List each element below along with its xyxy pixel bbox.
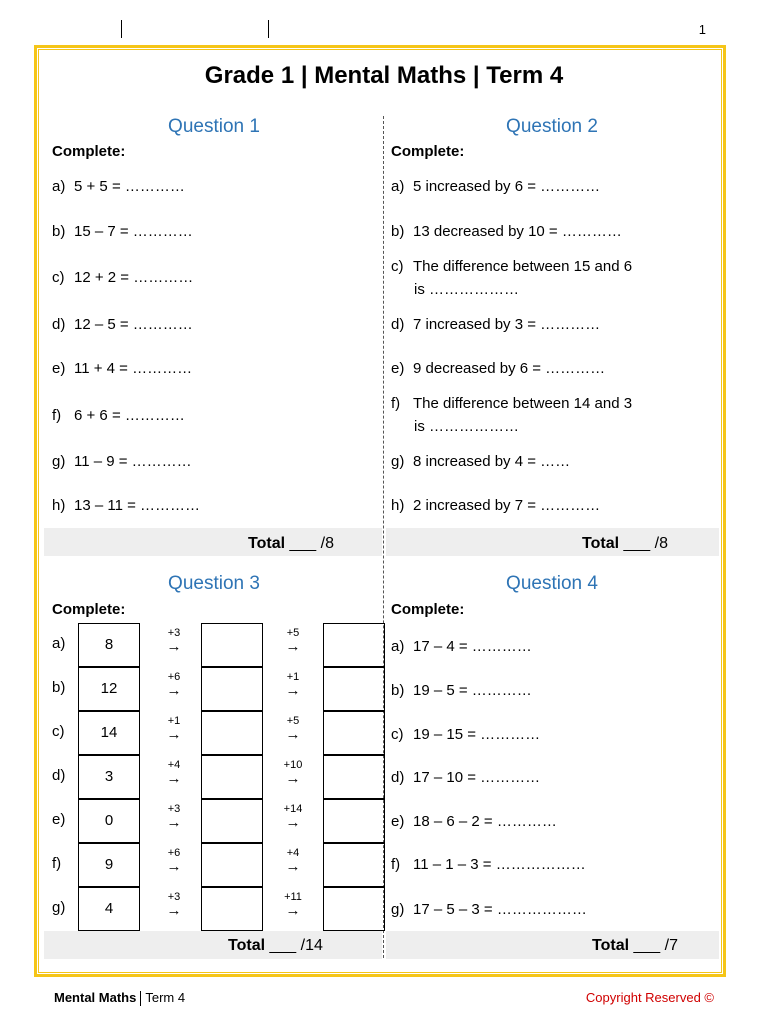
list-item <box>52 450 192 473</box>
answer-box-1[interactable] <box>201 623 263 667</box>
item-label: b) <box>52 223 66 240</box>
chain-row <box>44 623 384 667</box>
item-text: 15 – 7 = ………… <box>74 223 193 240</box>
item-label: e) <box>391 360 405 377</box>
answer-box-2[interactable] <box>323 667 385 711</box>
total-label: Total <box>592 937 630 954</box>
question-1-total <box>248 535 334 553</box>
operation-1 <box>159 671 189 699</box>
worksheet-title: Grade 1 | Mental Maths | Term 4 <box>204 62 564 89</box>
answer-box-1[interactable] <box>201 799 263 843</box>
item-text: 6 + 6 = ………… <box>74 407 185 424</box>
question-4-heading: Question 4 <box>506 573 598 594</box>
item-label: f) <box>391 395 401 412</box>
list-item <box>52 175 185 198</box>
list-item <box>52 313 193 336</box>
list-item <box>391 313 600 336</box>
chain-row <box>44 843 384 887</box>
item-label: b) <box>391 223 405 240</box>
item-text: 19 – 15 = ………… <box>413 726 541 743</box>
item-text: 17 – 10 = ………… <box>413 769 541 786</box>
answer-box-2[interactable] <box>323 755 385 799</box>
question-3-total-bar <box>44 931 382 959</box>
operation-1 <box>159 627 189 655</box>
header-separator-2 <box>268 20 269 38</box>
total-blank: ___ <box>633 937 661 954</box>
total-blank: ___ <box>623 535 651 552</box>
arrow-right-icon: → <box>166 638 182 655</box>
item-label: f) <box>52 407 62 424</box>
list-item <box>52 220 193 243</box>
question-2-total-bar <box>386 528 719 556</box>
operation-2-value: +1 <box>286 671 300 683</box>
operation-1 <box>159 715 189 743</box>
start-number-box: 14 <box>78 711 140 755</box>
answer-box-2[interactable] <box>323 799 385 843</box>
operation-2 <box>278 671 308 699</box>
item-text: 5 + 5 = ………… <box>74 178 185 195</box>
total-blank: ___ <box>289 535 317 552</box>
item-text: 11 – 9 = ………… <box>74 453 192 470</box>
chain-label: c) <box>52 723 65 740</box>
item-text: 8 increased by 4 = …… <box>413 453 571 470</box>
list-item <box>391 175 600 198</box>
item-label: f) <box>391 856 401 873</box>
chain-label: d) <box>52 767 66 784</box>
total-label: Total <box>228 937 266 954</box>
question-1-instruction: Complete: <box>52 143 126 160</box>
arrow-right-icon: → <box>166 902 182 919</box>
answer-box-2[interactable] <box>323 623 385 667</box>
item-label: e) <box>52 360 66 377</box>
answer-box-1[interactable] <box>201 887 263 931</box>
arrow-right-icon: → <box>166 726 182 743</box>
arrow-right-icon: → <box>285 770 301 787</box>
page-number: 1 <box>698 22 706 37</box>
item-label: b) <box>391 682 405 699</box>
chain-row <box>44 799 384 843</box>
arrow-right-icon: → <box>166 682 182 699</box>
list-item <box>391 450 570 473</box>
list-item <box>391 766 540 789</box>
question-2-heading: Question 2 <box>506 116 598 137</box>
list-item <box>391 494 600 517</box>
item-label: d) <box>391 769 405 786</box>
item-label: c) <box>52 269 65 286</box>
list-item <box>391 255 632 301</box>
item-text: 11 – 1 – 3 = ……………… <box>413 856 586 873</box>
answer-box-2[interactable] <box>323 843 385 887</box>
item-label: d) <box>52 316 66 333</box>
footer-copyright: Copyright Reserved © <box>585 990 714 1005</box>
item-text: 13 decreased by 10 = ………… <box>413 223 622 240</box>
answer-box-1[interactable] <box>201 667 263 711</box>
chain-label: b) <box>52 679 66 696</box>
footer-subject <box>54 990 185 1006</box>
item-label: a) <box>391 178 405 195</box>
chain-row <box>44 711 384 755</box>
item-text: 17 – 5 – 3 = ……………… <box>413 901 587 918</box>
answer-box-2[interactable] <box>323 711 385 755</box>
arrow-right-icon: → <box>285 902 301 919</box>
item-text: 11 + 4 = ………… <box>74 360 193 377</box>
arrow-right-icon: → <box>285 726 301 743</box>
operation-2 <box>278 759 308 787</box>
total-max: /8 <box>320 535 334 552</box>
item-text: 18 – 6 – 2 = ………… <box>413 813 557 830</box>
arrow-right-icon: → <box>166 814 182 831</box>
start-number-box: 4 <box>78 887 140 931</box>
list-item <box>391 853 586 876</box>
question-1-heading: Question 1 <box>168 116 260 137</box>
item-text: 19 – 5 = ………… <box>413 682 532 699</box>
operation-1-value: +6 <box>167 671 181 683</box>
item-text: 7 increased by 3 = ………… <box>413 316 601 333</box>
operation-1 <box>159 891 189 919</box>
arrow-right-icon: → <box>285 638 301 655</box>
operation-2 <box>278 847 308 875</box>
answer-box-1[interactable] <box>201 755 263 799</box>
operation-2 <box>278 803 308 831</box>
question-4-total <box>592 937 678 955</box>
start-number-box: 0 <box>78 799 140 843</box>
total-label: Total <box>248 535 286 552</box>
operation-1-value: +3 <box>167 891 181 903</box>
item-text: 9 decreased by 6 = ………… <box>413 360 606 377</box>
operation-2-value: +14 <box>283 803 303 815</box>
operation-2 <box>278 715 308 743</box>
operation-2-value: +5 <box>286 715 300 727</box>
start-number-box: 3 <box>78 755 140 799</box>
list-item <box>52 494 200 517</box>
arrow-right-icon: → <box>285 814 301 831</box>
item-text: 12 – 5 = ………… <box>74 316 193 333</box>
list-item <box>391 220 622 243</box>
list-item <box>52 357 192 380</box>
chain-label: e) <box>52 811 66 828</box>
total-label: Total <box>582 535 620 552</box>
question-4-instruction: Complete: <box>391 601 465 618</box>
chain-label: a) <box>52 635 66 652</box>
item-label: h) <box>391 497 405 514</box>
arrow-right-icon: → <box>166 770 182 787</box>
answer-box-1[interactable] <box>201 711 263 755</box>
item-text-continued: is ……………… <box>414 418 519 435</box>
start-number-box: 12 <box>78 667 140 711</box>
total-max: /8 <box>654 535 668 552</box>
operation-1-value: +4 <box>167 759 181 771</box>
item-text: The difference between 14 and 3 <box>413 395 633 412</box>
item-label: c) <box>391 726 404 743</box>
list-item <box>391 357 605 380</box>
answer-box-1[interactable] <box>201 843 263 887</box>
item-label: h) <box>52 497 66 514</box>
header-separator-1 <box>121 20 122 38</box>
operation-1-value: +6 <box>167 847 181 859</box>
arrow-right-icon: → <box>166 858 182 875</box>
start-number-box: 9 <box>78 843 140 887</box>
footer-term: Term 4 <box>145 990 186 1005</box>
question-3-heading: Question 3 <box>168 573 260 594</box>
operation-1 <box>159 847 189 875</box>
footer-separator <box>140 991 141 1006</box>
operation-2-value: +11 <box>284 891 302 903</box>
list-item <box>391 679 532 702</box>
start-number-box: 8 <box>78 623 140 667</box>
operation-1 <box>159 803 189 831</box>
item-label: g) <box>391 453 405 470</box>
question-2-instruction: Complete: <box>391 143 465 160</box>
arrow-right-icon: → <box>285 682 301 699</box>
operation-2-value: +10 <box>283 759 303 771</box>
question-2-total <box>582 535 668 553</box>
item-label: g) <box>52 453 66 470</box>
item-label: a) <box>391 638 405 655</box>
operation-2 <box>278 627 308 655</box>
item-label: d) <box>391 316 405 333</box>
item-text-continued: is ……………… <box>414 281 519 298</box>
footer-subject-name: Mental Maths <box>54 990 137 1005</box>
chain-row <box>44 887 384 931</box>
total-blank: ___ <box>269 937 297 954</box>
arrow-right-icon: → <box>285 858 301 875</box>
operation-2-value: +5 <box>286 627 300 639</box>
list-item <box>391 810 557 833</box>
item-text: 13 – 11 = ………… <box>74 497 201 514</box>
operation-1-value: +3 <box>167 803 181 815</box>
chain-label: f) <box>52 855 62 872</box>
list-item <box>52 266 193 289</box>
chain-row <box>44 755 384 799</box>
item-label: e) <box>391 813 405 830</box>
list-item <box>391 898 587 921</box>
answer-box-2[interactable] <box>323 887 385 931</box>
operation-2-value: +4 <box>286 847 300 859</box>
item-label: g) <box>391 901 405 918</box>
item-text: 12 + 2 = ………… <box>74 269 194 286</box>
total-max: /7 <box>664 937 678 954</box>
operation-1-value: +3 <box>167 627 181 639</box>
item-label: a) <box>52 178 66 195</box>
total-max: /14 <box>300 937 323 954</box>
chain-label: g) <box>52 899 66 916</box>
item-text: The difference between 15 and 6 <box>413 258 633 275</box>
list-item <box>391 723 540 746</box>
question-3-instruction: Complete: <box>52 601 126 618</box>
item-text: 17 – 4 = ………… <box>413 638 532 655</box>
list-item <box>52 404 185 427</box>
list-item <box>391 635 532 658</box>
operation-1 <box>159 759 189 787</box>
item-text: 5 increased by 6 = ………… <box>413 178 601 195</box>
item-text: 2 increased by 7 = ………… <box>413 497 601 514</box>
operation-1-value: +1 <box>167 715 181 727</box>
item-label: c) <box>391 258 404 275</box>
operation-2 <box>278 891 308 919</box>
question-3-total <box>228 937 323 955</box>
chain-row <box>44 667 384 711</box>
list-item <box>391 392 632 438</box>
